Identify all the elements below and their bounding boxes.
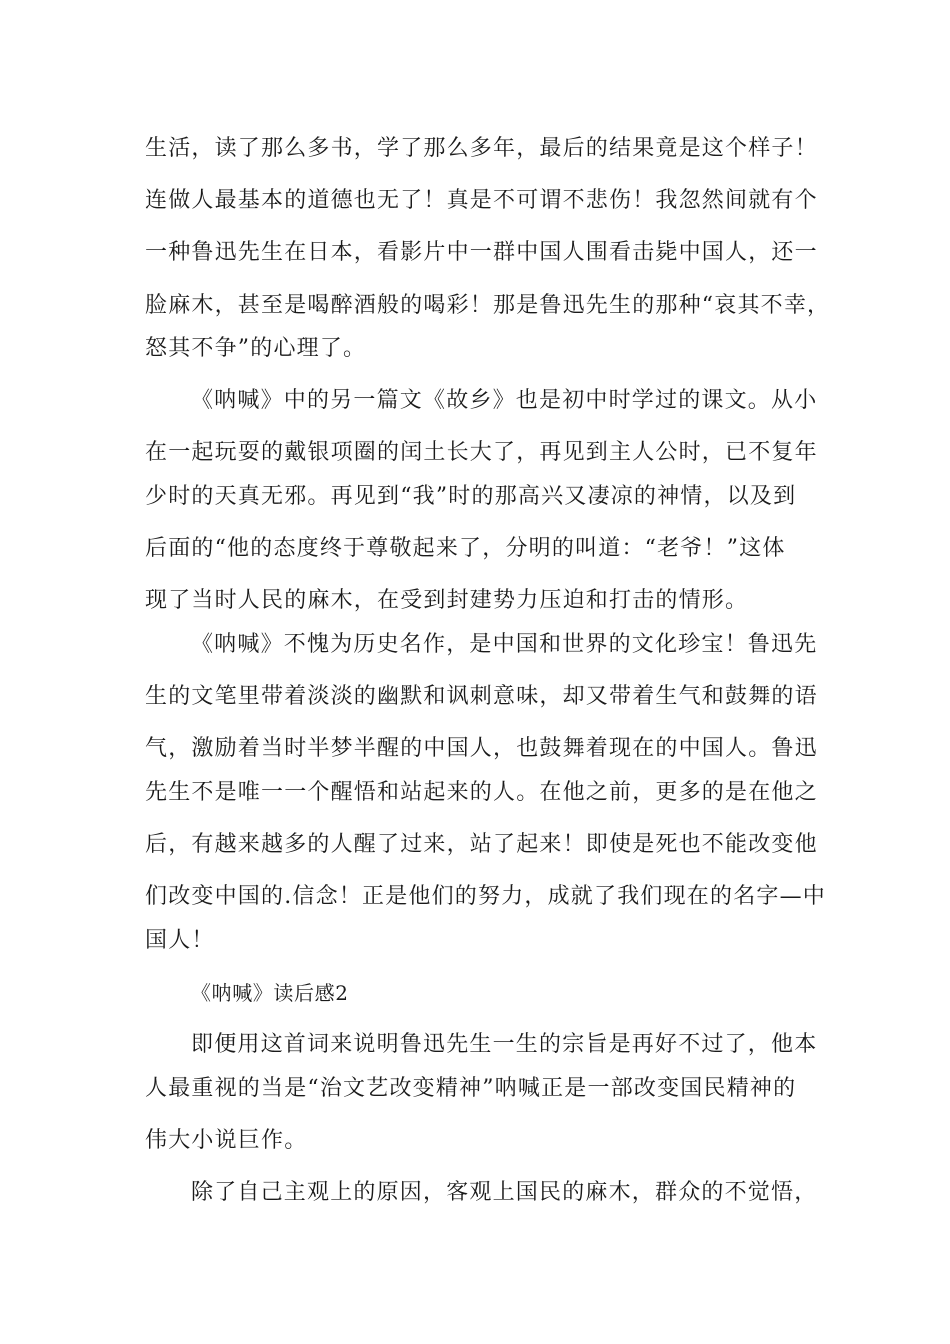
text-line: 怒其不争”的心理了。 bbox=[145, 336, 367, 361]
section-heading: 《呐喊》读后感2 bbox=[191, 981, 349, 1005]
text-line: 生活，读了那么多书，学了那么多年，最后的结果竟是这个样子！ bbox=[145, 136, 818, 161]
text-line: 生的文笔里带着淡淡的幽默和讽刺意味，却又带着生气和鼓舞的语 bbox=[145, 684, 818, 709]
text-line: 现了当时人民的麻木，在受到封建势力压迫和打击的情形。 bbox=[145, 588, 749, 613]
text-line: 后面的“他的态度终于尊敬起来了，分明的叫道：“老爷！”这体 bbox=[145, 536, 786, 561]
text-line: 一种鲁迅先生在日本，看影片中一群中国人围看击毙中国人，还一 bbox=[145, 240, 818, 265]
text-line: 少时的天真无邪。再见到“我”时的那高兴又凄凉的神情，以及到 bbox=[145, 484, 797, 509]
paragraph-first-line: 《呐喊》中的另一篇文《故乡》也是初中时学过的课文。从小 bbox=[191, 388, 818, 413]
paragraph-first-line: 除了自己主观上的原因，客观上国民的麻木，群众的不觉悟， bbox=[191, 1180, 818, 1205]
text-line: 连做人最基本的道德也无了！真是不可谓不悲伤！我忽然间就有个 bbox=[145, 188, 818, 213]
text-line: 伟大小说巨作。 bbox=[145, 1128, 308, 1153]
text-line: 在一起玩耍的戴银项圈的闰土长大了，再见到主人公时，已不复年 bbox=[145, 440, 818, 465]
text-line: 后，有越来越多的人醒了过来，站了起来！即使是死也不能改变他 bbox=[145, 832, 818, 857]
text-line: 国人！ bbox=[145, 928, 215, 953]
text-line: 人最重视的当是“治文艺改变精神”呐喊正是一部改变国民精神的 bbox=[145, 1076, 797, 1101]
text-line: 气，激励着当时半梦半醒的中国人，也鼓舞着现在的中国人。鲁迅 bbox=[145, 736, 818, 761]
text-line: 们改变中国的.信念！正是他们的努力，成就了我们现在的名字—中 bbox=[145, 884, 826, 909]
paragraph-first-line: 《呐喊》不愧为历史名作，是中国和世界的文化珍宝！鲁迅先 bbox=[191, 632, 818, 657]
text-line: 脸麻木，甚至是喝醉酒般的喝彩！那是鲁迅先生的那种“哀其不幸， bbox=[145, 293, 831, 318]
paragraph-first-line: 即便用这首词来说明鲁迅先生一生的宗旨是再好不过了，他本 bbox=[191, 1032, 818, 1057]
text-line: 先生不是唯一一个醒悟和站起来的人。在他之前，更多的是在他之 bbox=[145, 780, 818, 805]
